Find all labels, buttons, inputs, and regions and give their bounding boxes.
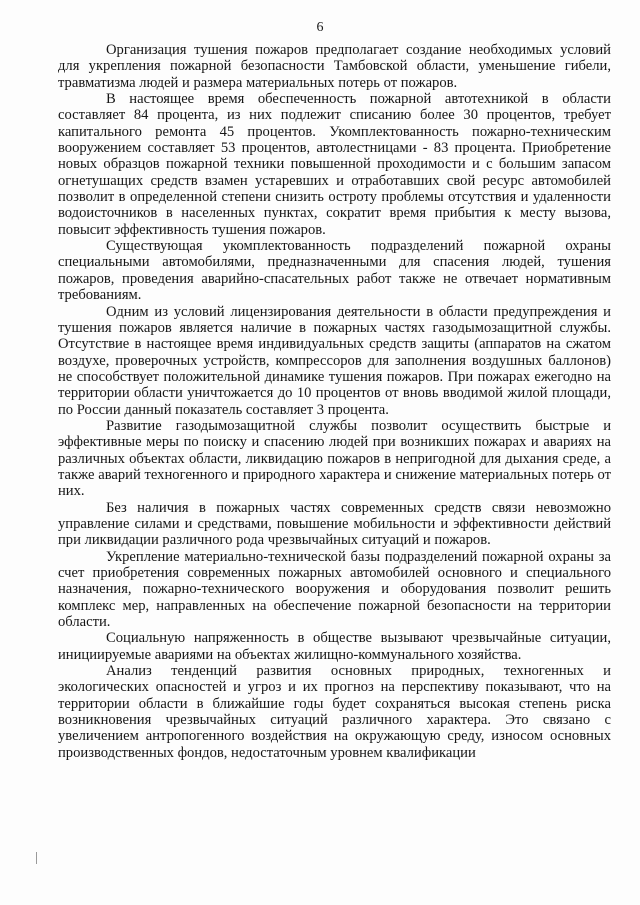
paragraph-material-base: Укрепление материально-технической базы подразделений пожарной охраны за счет приобретения современных пожарных автомобилей основного и специального назначения, пожарно-технического вооружения и оборудования позволит решить комплекс мер, направленных на обеспечение пожарной безопасности на территории области.: [58, 548, 611, 631]
paragraph-risk-analysis: Анализ тенденций развития основных природных, техногенных и экологических опасностей и угроз и их прогноз на перспективу показывают, что на территории области в ближайшие годы будет сохраняться высокая степень риска возникновения чрезвычайных ситуаций различного характера. Это связано с увеличением антропогенного воздействия на окружающую среду, износом основных производственных фондов, недостаточным уровнем квалификации: [58, 663, 611, 761]
paragraph-communications: Без наличия в пожарных частях современных средств связи невозможно управление силами и средствами, повышение мобильности и эффективности действий при ликвидации различного рода чрезвычайных ситуаций и пожаров.: [58, 499, 611, 549]
page-number: 6: [316, 20, 324, 35]
paragraph-gas-smoke-service: Одним из условий лицензирования деятельности в области предупреждения и тушения пожаров является наличие в пожарных частях газодымозащитной службы. Отсутствие в настоящее время индивидуальных средств защиты (аппаратов на сжатом воздухе, проверочных устройств, компрессоров для заполнения воздушных баллонов) не способствует положительной динамике тушения пожаров. При пожарах ежегодно на территории области уничтожается до 10 процентов от вновь вводимой жилой площади, по России данный показатель составляет 3 процента.: [58, 303, 611, 418]
paragraph-fire-organization: Организация тушения пожаров предполагает создание необходимых условий для укрепления пожарной безопасности Тамбовской области, уменьшение гибели, травматизма людей и размера материальных потерь от пожаров.: [58, 42, 611, 91]
paragraph-gas-smoke-development: Развитие газодымозащитной службы позволит осуществить быстрые и эффективные меры по поиску и спасению людей при возникших пожарах и авариях на различных объектах области, ликвидацию пожаров в непригодной для дыхания среде, а также аварий техногенного и природного характера и снижение материальных потерь от них.: [58, 417, 611, 500]
scan-margin-mark: [36, 852, 37, 864]
paragraph-vehicle-provision: В настоящее время обеспеченность пожарной автотехникой в области составляет 84 процента, из них подлежит списанию более 30 процентов, требует капитального ремонта 45 процентов. Укомплектованность пожарно-техническим вооружением составляет 53 процентов, автолестницами - 83 процента. Приобретение новых образцов пожарной техники повышенной проходимости и с большим запасом огнетушащих средств взамен устаревших и отработавших свой ресурс автомобилей позволит в определенной степени снизить остроту проблемы отсутствия и удаленности водоисточников в населенных пунктах, сократит время прибытия к месту вызова, повысит эффективность тушения пожаров.: [58, 91, 611, 238]
document-body: [58, 42, 611, 761]
paragraph-social-tension: Социальную напряженность в обществе вызывают чрезвычайные ситуации, инициируемые авариями на объектах жилищно-коммунального хозяйства.: [58, 630, 611, 663]
paragraph-special-vehicles: Существующая укомплектованность подразделений пожарной охраны специальными автомобилями, предназначенными для спасения людей, тушения пожаров, проведения аварийно-спасательных работ также не отвечает нормативным требованиям.: [58, 238, 611, 304]
